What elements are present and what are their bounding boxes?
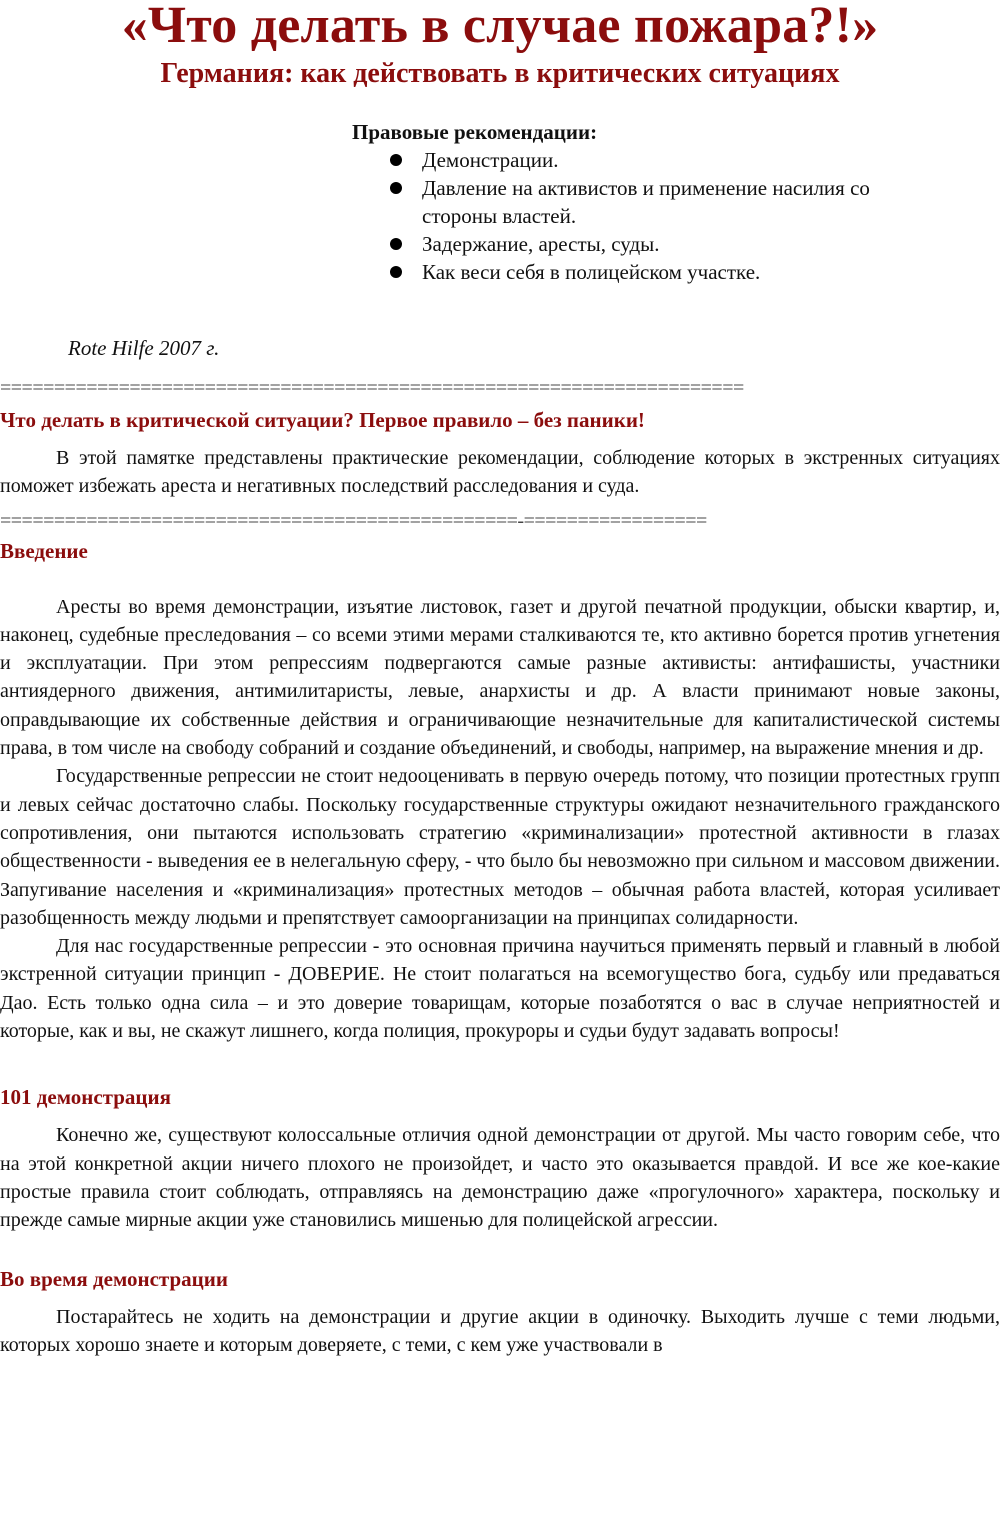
bullet-icon [390,266,402,278]
paragraph: В этой памятке представлены практические рекомендации, соблюдение которых в экстренных ситуациях поможет избежать ареста и негативных последствий расследования и суда. [0,447,1000,498]
section-first-rule [0,406,1000,501]
list-item-label: Задержание, аресты, суды. [422,232,660,256]
bullet-icon [390,238,402,250]
bullet-icon [390,154,402,166]
list-item-label: Давление на активистов и применение насилия со стороны властей. [422,176,870,228]
list-item [352,146,942,174]
author-signature: Rote Hilfe 2007 г. [68,336,220,360]
paragraph: Государственные репрессии не стоит недооценивать в первую очередь потому, что позиции протестных групп и левых сейчас достаточно слабы. Поскольку государственные структуры ожидают незначительного гражданского сопротивления, они пытаются использовать стратегию «криминализации» протестной активности в глазах общественности - выведения ее в нелегальную сферу, - что было бы невозможно при сильном и массовом движении. Запугивание населения и «криминализация» протестных методов – обычная работа властей, которая усиливает разобщенность между людьми и препятствует самоорганизации на принципах солидарности. [0,765,1000,929]
section-heading: Во время демонстрации [0,1266,228,1291]
section-demo-101 [0,1083,1000,1234]
document-subtitle: Германия: как действовать в критических ситуациях [160,58,840,89]
separator-rule: ===================================================================== [0,377,744,399]
document-title: «Что делать в случае пожара?!» [121,0,879,54]
list-item-label: Как веси себя в полицейском участке. [422,260,761,284]
section-during-demo [0,1265,1000,1360]
section-heading: Что делать в критической ситуации? Первое правило – без паники! [0,408,645,432]
section-heading: 101 демонстрация [0,1085,171,1110]
legal-recommendations [0,118,1000,286]
paragraph: Конечно же, существуют колоссальные отличия одной демонстрации от другой. Мы часто говорим себе, что на этой конкретной акции ничего плохого не произойдет, и часто это оказывается правдой. И все же кое-какие простые правила стоит соблюдать, отправляясь на демонстрацию даже «прогулочного» характера, поскольку и прежде самые мирные акции уже становились мишенью для полицейской агрессии. [0,1124,1000,1232]
list-item [352,174,942,230]
section-introduction [0,537,1000,1046]
legal-heading: Правовые рекомендации: [352,120,598,144]
paragraph: Постарайтесь не ходить на демонстрации и другие акции в одиночку. Выходить лучше с теми людьми, которых хорошо знаете и которым доверяете, с теми, с кем уже участвовали в [0,1305,1000,1356]
section-heading: Введение [0,538,88,563]
list-item [352,258,942,286]
list-item-label: Демонстрации. [422,148,559,172]
legal-list [352,146,1000,286]
bullet-icon [390,182,402,194]
list-item [352,230,942,258]
separator-rule: ================================================-================= [0,509,707,532]
paragraph: Аресты во время демонстрации, изъятие листовок, газет и другой печатной продукции, обыски квартир, и, наконец, судебные преследования – со всеми этими мерами сталкиваются те, кто активно борется против угнетения и эксплуатации. При этом репрессиям подвергаются самые разные активисты: антифашисты, участники антиядерного движения, антимилитаристы, левые, анархисты и др. А власти принимают новые законы, оправдывающие их собственные действия и ограничивающие незначительные для капиталистической системы права, в том числе на свободу собраний и создание объединений, и свободы, например, на выражение мнения и др. [0,595,1000,760]
paragraph: Для нас государственные репрессии - это основная причина научиться применять первый и главный в любой экстренной ситуации принцип - ДОВЕРИЕ. Не стоит полагаться на всемогущество бога, судьбу или предаваться Дао. Есть только одна сила – и это доверие товарищам, которые позаботятся о вас в случае неприятностей и которые, как и вы, не скажут лишнего, когда полиция, прокуроры и судьи будут задавать вопросы! [0,935,1000,1043]
